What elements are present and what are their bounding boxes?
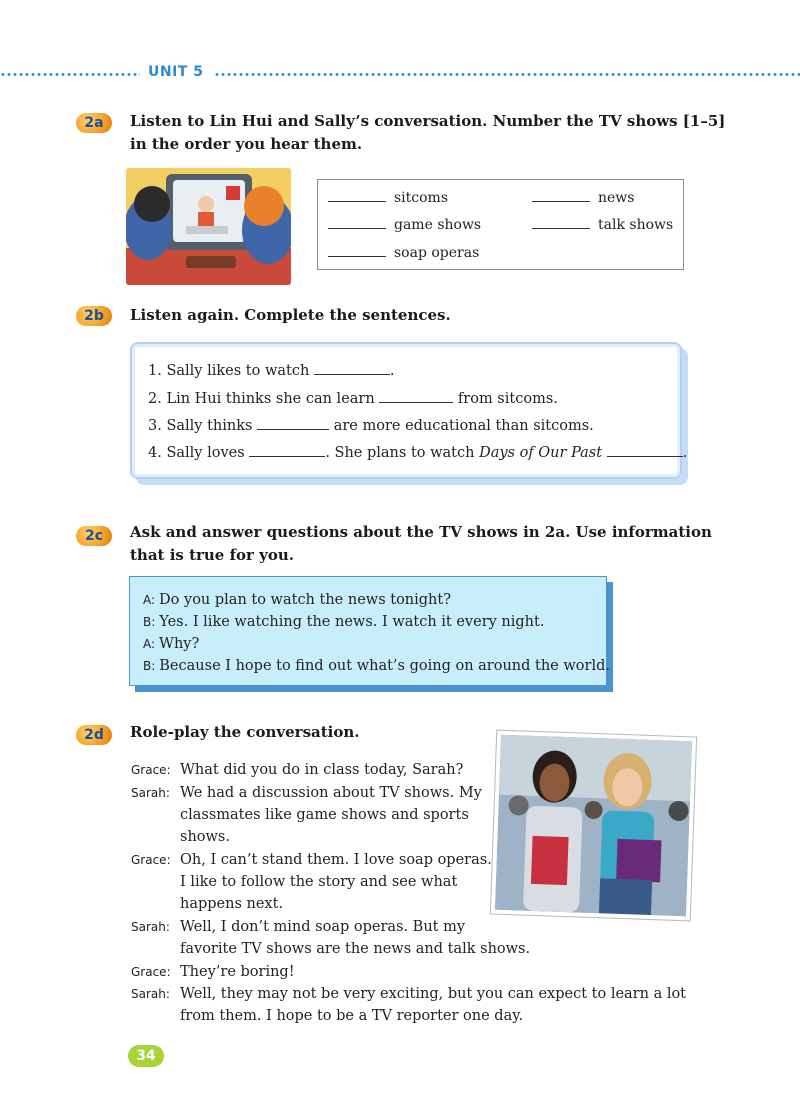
conversation-line: happens next. xyxy=(180,896,284,912)
sentence-blank[interactable] xyxy=(249,443,325,457)
conversation-line: from them. I hope to be a TV reporter one day. xyxy=(180,1008,524,1024)
conversation-line: What did you do in class today, Sarah? xyxy=(180,762,464,778)
instruction-2d: Role-play the conversation. xyxy=(130,723,360,741)
conversation-line: I like to follow the story and see what xyxy=(180,874,458,890)
speaker-label: Grace: xyxy=(131,763,171,777)
answer-blank[interactable] xyxy=(328,244,386,257)
page-number: 34 xyxy=(128,1045,164,1067)
answer-item-talk-shows[interactable]: talk shows xyxy=(532,216,673,234)
section-badge-2d: 2d xyxy=(76,725,112,745)
sentence-blank[interactable] xyxy=(607,443,683,457)
speaker-label: Grace: xyxy=(131,965,171,979)
tv-watching-illustration xyxy=(126,168,291,285)
instruction-2c-line1: Ask and answer questions about the TV shows in 2a. Use information xyxy=(130,523,712,541)
speaker-label: Sarah: xyxy=(131,920,170,934)
conversation-line: favorite TV shows are the news and talk shows. xyxy=(180,941,531,957)
sentence-blank[interactable] xyxy=(379,389,453,403)
speaker-label: Sarah: xyxy=(131,786,170,800)
dialogue-line: B: Yes. I like watching the news. I watch it every night. xyxy=(143,614,545,630)
dialogue-line: A: Do you plan to watch the news tonight? xyxy=(143,592,452,608)
conversation-line: shows. xyxy=(180,829,230,845)
section-badge-2b: 2b xyxy=(76,306,112,326)
conversation-line: classmates like game shows and sports xyxy=(180,807,469,823)
unit-header xyxy=(0,64,800,84)
conversation-line: Well, I don’t mind soap operas. But my xyxy=(180,919,466,935)
sentence-blank[interactable] xyxy=(314,361,390,375)
section-badge-2a: 2a xyxy=(76,113,112,133)
instruction-2b: Listen again. Complete the sentences. xyxy=(130,306,451,324)
instruction-2a-line2: in the order you hear them. xyxy=(130,135,363,153)
instruction-2c-line2: that is true for you. xyxy=(130,546,295,564)
answer-item-news[interactable]: news xyxy=(532,189,634,207)
conversation-line: We had a discussion about TV shows. My xyxy=(180,785,482,801)
answer-item-sitcoms[interactable]: sitcoms xyxy=(328,189,448,207)
speaker-label: Sarah: xyxy=(131,987,170,1001)
conversation-line: They’re boring! xyxy=(180,964,295,980)
instruction-2a-line1: Listen to Lin Hui and Sally’s conversation. Number the TV shows [1–5] xyxy=(130,112,726,130)
answer-item-soap-operas[interactable]: soap operas xyxy=(328,244,479,262)
speaker-label: Grace: xyxy=(131,853,171,867)
dialogue-line: B: Because I hope to find out what’s going on around the world. xyxy=(143,658,610,674)
students-photo xyxy=(491,731,696,921)
dotted-rule-left xyxy=(0,73,140,76)
section-badge-2c: 2c xyxy=(76,526,112,546)
dialogue-line: A: Why? xyxy=(143,636,200,652)
sentence-1: 1. Sally likes to watch . xyxy=(148,363,395,379)
dotted-rule-right xyxy=(214,73,800,76)
sentence-3: 3. Sally thinks are more educational than sitcoms. xyxy=(148,418,594,434)
conversation-line: Oh, I can’t stand them. I love soap operas. xyxy=(180,852,492,868)
answer-blank[interactable] xyxy=(532,216,590,229)
answer-blank[interactable] xyxy=(328,189,386,202)
answer-item-game-shows[interactable]: game shows xyxy=(328,216,481,234)
unit-label: UNIT 5 xyxy=(148,64,204,80)
conversation-line: Well, they may not be very exciting, but you can expect to learn a lot xyxy=(180,986,687,1002)
answer-blank[interactable] xyxy=(328,216,386,229)
sentence-4: 4. Sally loves . She plans to watch Days of Our Past . xyxy=(148,445,688,461)
answer-blank[interactable] xyxy=(532,189,590,202)
sentence-blank[interactable] xyxy=(257,416,329,430)
sentence-2: 2. Lin Hui thinks she can learn from sitcoms. xyxy=(148,391,558,407)
